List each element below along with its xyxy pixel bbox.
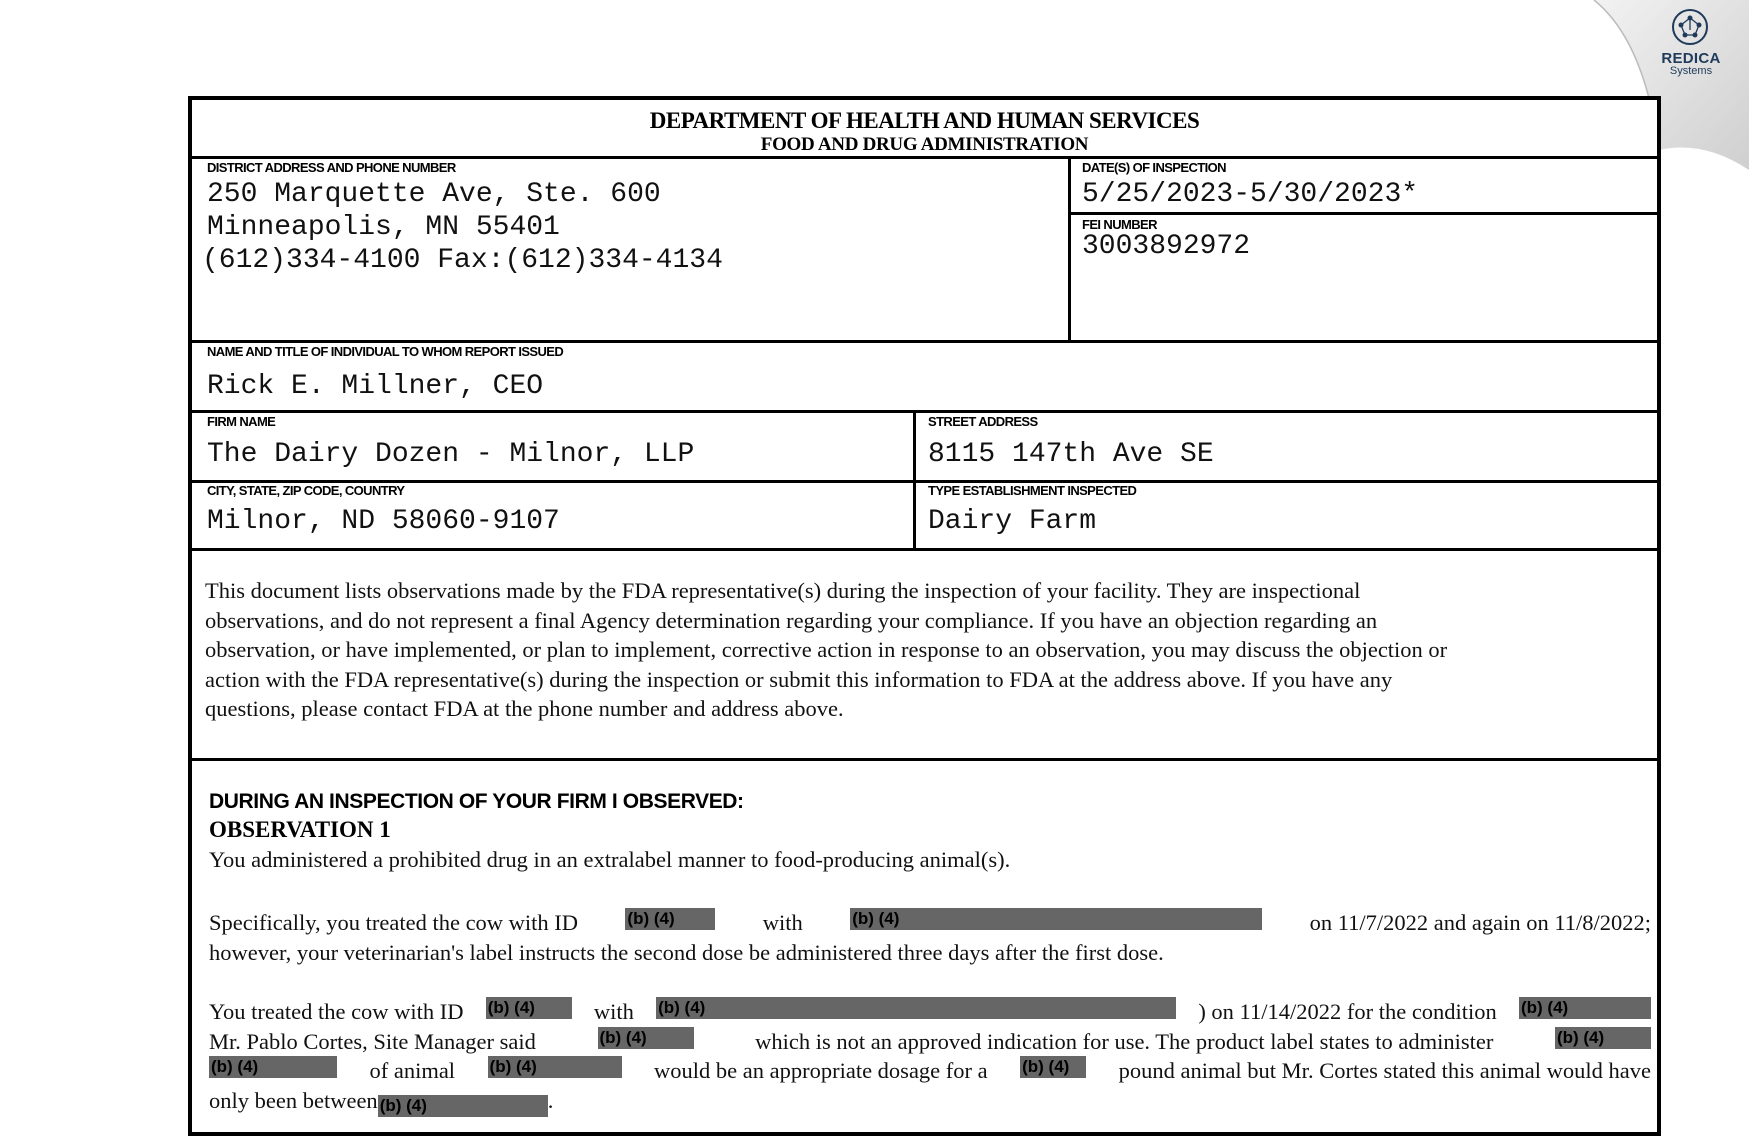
notice-paragraph — [205, 576, 1641, 724]
redaction-box: (b) (4) — [378, 1095, 548, 1117]
notice-line: This document lists observations made by the FDA representative(s) during the inspection of your facility. They are inspectional — [205, 578, 1361, 603]
fda-form — [188, 96, 1661, 1136]
obs-text: of animal — [369, 1058, 456, 1083]
obs-text: which is not an approved indication for use. The product label states to administer — [755, 1028, 1494, 1054]
divider — [192, 156, 1657, 159]
notice-line: questions, please contact FDA at the phone number and address above. — [205, 696, 844, 721]
street-address: 8115 147th Ave SE — [928, 439, 1214, 470]
divider — [192, 480, 1657, 483]
redaction-box: (b) (4) — [209, 1056, 337, 1078]
divider — [192, 758, 1657, 761]
issued-to-value: Rick E. Millner, CEO — [207, 371, 544, 402]
logo-subtitle: Systems — [1669, 65, 1713, 77]
dates-label: DATE(S) OF INSPECTION — [1082, 160, 1226, 175]
issued-to-label: NAME AND TITLE OF INDIVIDUAL TO WHOM REPORT ISSUED — [207, 344, 564, 359]
notice-line: action with the FDA representative(s) during the inspection or submit this information to FDA at the address above. If you have any — [205, 666, 1393, 692]
obs-text: only been between — [209, 1087, 378, 1113]
inspection-dates: 5/25/2023-5/30/2023* — [1082, 179, 1419, 210]
redaction-box: (b) (4) — [486, 997, 572, 1019]
obs-text: Mr. Pablo Cortes, Site Manager said — [209, 1028, 536, 1054]
observations-heading: DURING AN INSPECTION OF YOUR FIRM I OBSERVED: — [209, 790, 744, 813]
firm-name: The Dairy Dozen - Milnor, LLP — [207, 439, 695, 470]
observation-1-paragraph-2 — [209, 997, 1651, 1117]
divider — [1068, 156, 1071, 341]
department-heading: DEPARTMENT OF HEALTH AND HUMAN SERVICES — [649, 108, 1200, 133]
divider — [192, 410, 1657, 413]
logo-name: REDICA — [1661, 50, 1721, 67]
observation-1-title: OBSERVATION 1 — [209, 817, 391, 842]
establishment-type-label: TYPE ESTABLISHMENT INSPECTED — [928, 483, 1137, 498]
redaction-box: (b) (4) — [1555, 1027, 1651, 1049]
fei-number: 3003892972 — [1082, 231, 1251, 262]
redaction-box: (b) (4) — [488, 1056, 622, 1078]
obs-text: pound animal but Mr. Cortes stated this animal would have — [1118, 1058, 1651, 1083]
notice-line: observations, and do not represent a final Agency determination regarding your compliance. If you have an objection regarding an — [205, 607, 1378, 633]
redaction-box: (b) (4) — [850, 908, 1262, 930]
network-icon — [1671, 8, 1709, 46]
observation-1-summary: You administered a prohibited drug in an extralabel manner to food-producing animal(s). — [209, 847, 1011, 872]
district-label: DISTRICT ADDRESS AND PHONE NUMBER — [207, 160, 456, 175]
district-phone: (612)334-4100 Fax:(612)334-4134 — [202, 245, 723, 276]
obs-text: with — [762, 910, 803, 935]
establishment-type: Dairy Farm — [928, 506, 1097, 537]
redaction-box: (b) (4) — [625, 908, 715, 930]
divider — [192, 340, 1657, 343]
obs-text: . — [547, 1087, 554, 1113]
divider — [192, 548, 1657, 551]
fei-label: FEI NUMBER — [1082, 217, 1157, 232]
city-state-zip: Milnor, ND 58060-9107 — [207, 506, 560, 537]
redaction-box: (b) (4) — [1519, 997, 1651, 1019]
divider — [1068, 212, 1657, 215]
redaction-box: (b) (4) — [598, 1027, 694, 1049]
redaction-box: (b) (4) — [1020, 1056, 1086, 1078]
obs-text: would be an appropriate dosage for a — [654, 1058, 988, 1083]
district-address-line1: 250 Marquette Ave, Ste. 600 — [207, 179, 661, 210]
agency-heading: FOOD AND DRUG ADMINISTRATION — [760, 134, 1089, 155]
city-label: CITY, STATE, ZIP CODE, COUNTRY — [207, 483, 405, 498]
obs-text: You treated the cow with ID — [209, 999, 464, 1024]
firm-name-label: FIRM NAME — [207, 414, 276, 429]
notice-line: observation, or have implemented, or plan to implement, corrective action in response to an observation, you may discuss the objection or — [205, 637, 1448, 662]
obs-text: ) on 11/14/2022 for the condition — [1198, 999, 1497, 1024]
obs-text: however, your veterinarian's label instructs the second dose be administered three days after the first dose. — [209, 939, 1164, 965]
redaction-box: (b) (4) — [656, 997, 1176, 1019]
obs-text: on 11/7/2022 and again on 11/8/2022; — [1309, 910, 1651, 935]
street-address-label: STREET ADDRESS — [928, 414, 1038, 429]
district-address-line2: Minneapolis, MN 55401 — [207, 212, 560, 243]
observation-1-paragraph-1 — [209, 908, 1651, 967]
obs-text: with — [593, 999, 634, 1024]
obs-text: Specifically, you treated the cow with ID — [209, 910, 579, 935]
